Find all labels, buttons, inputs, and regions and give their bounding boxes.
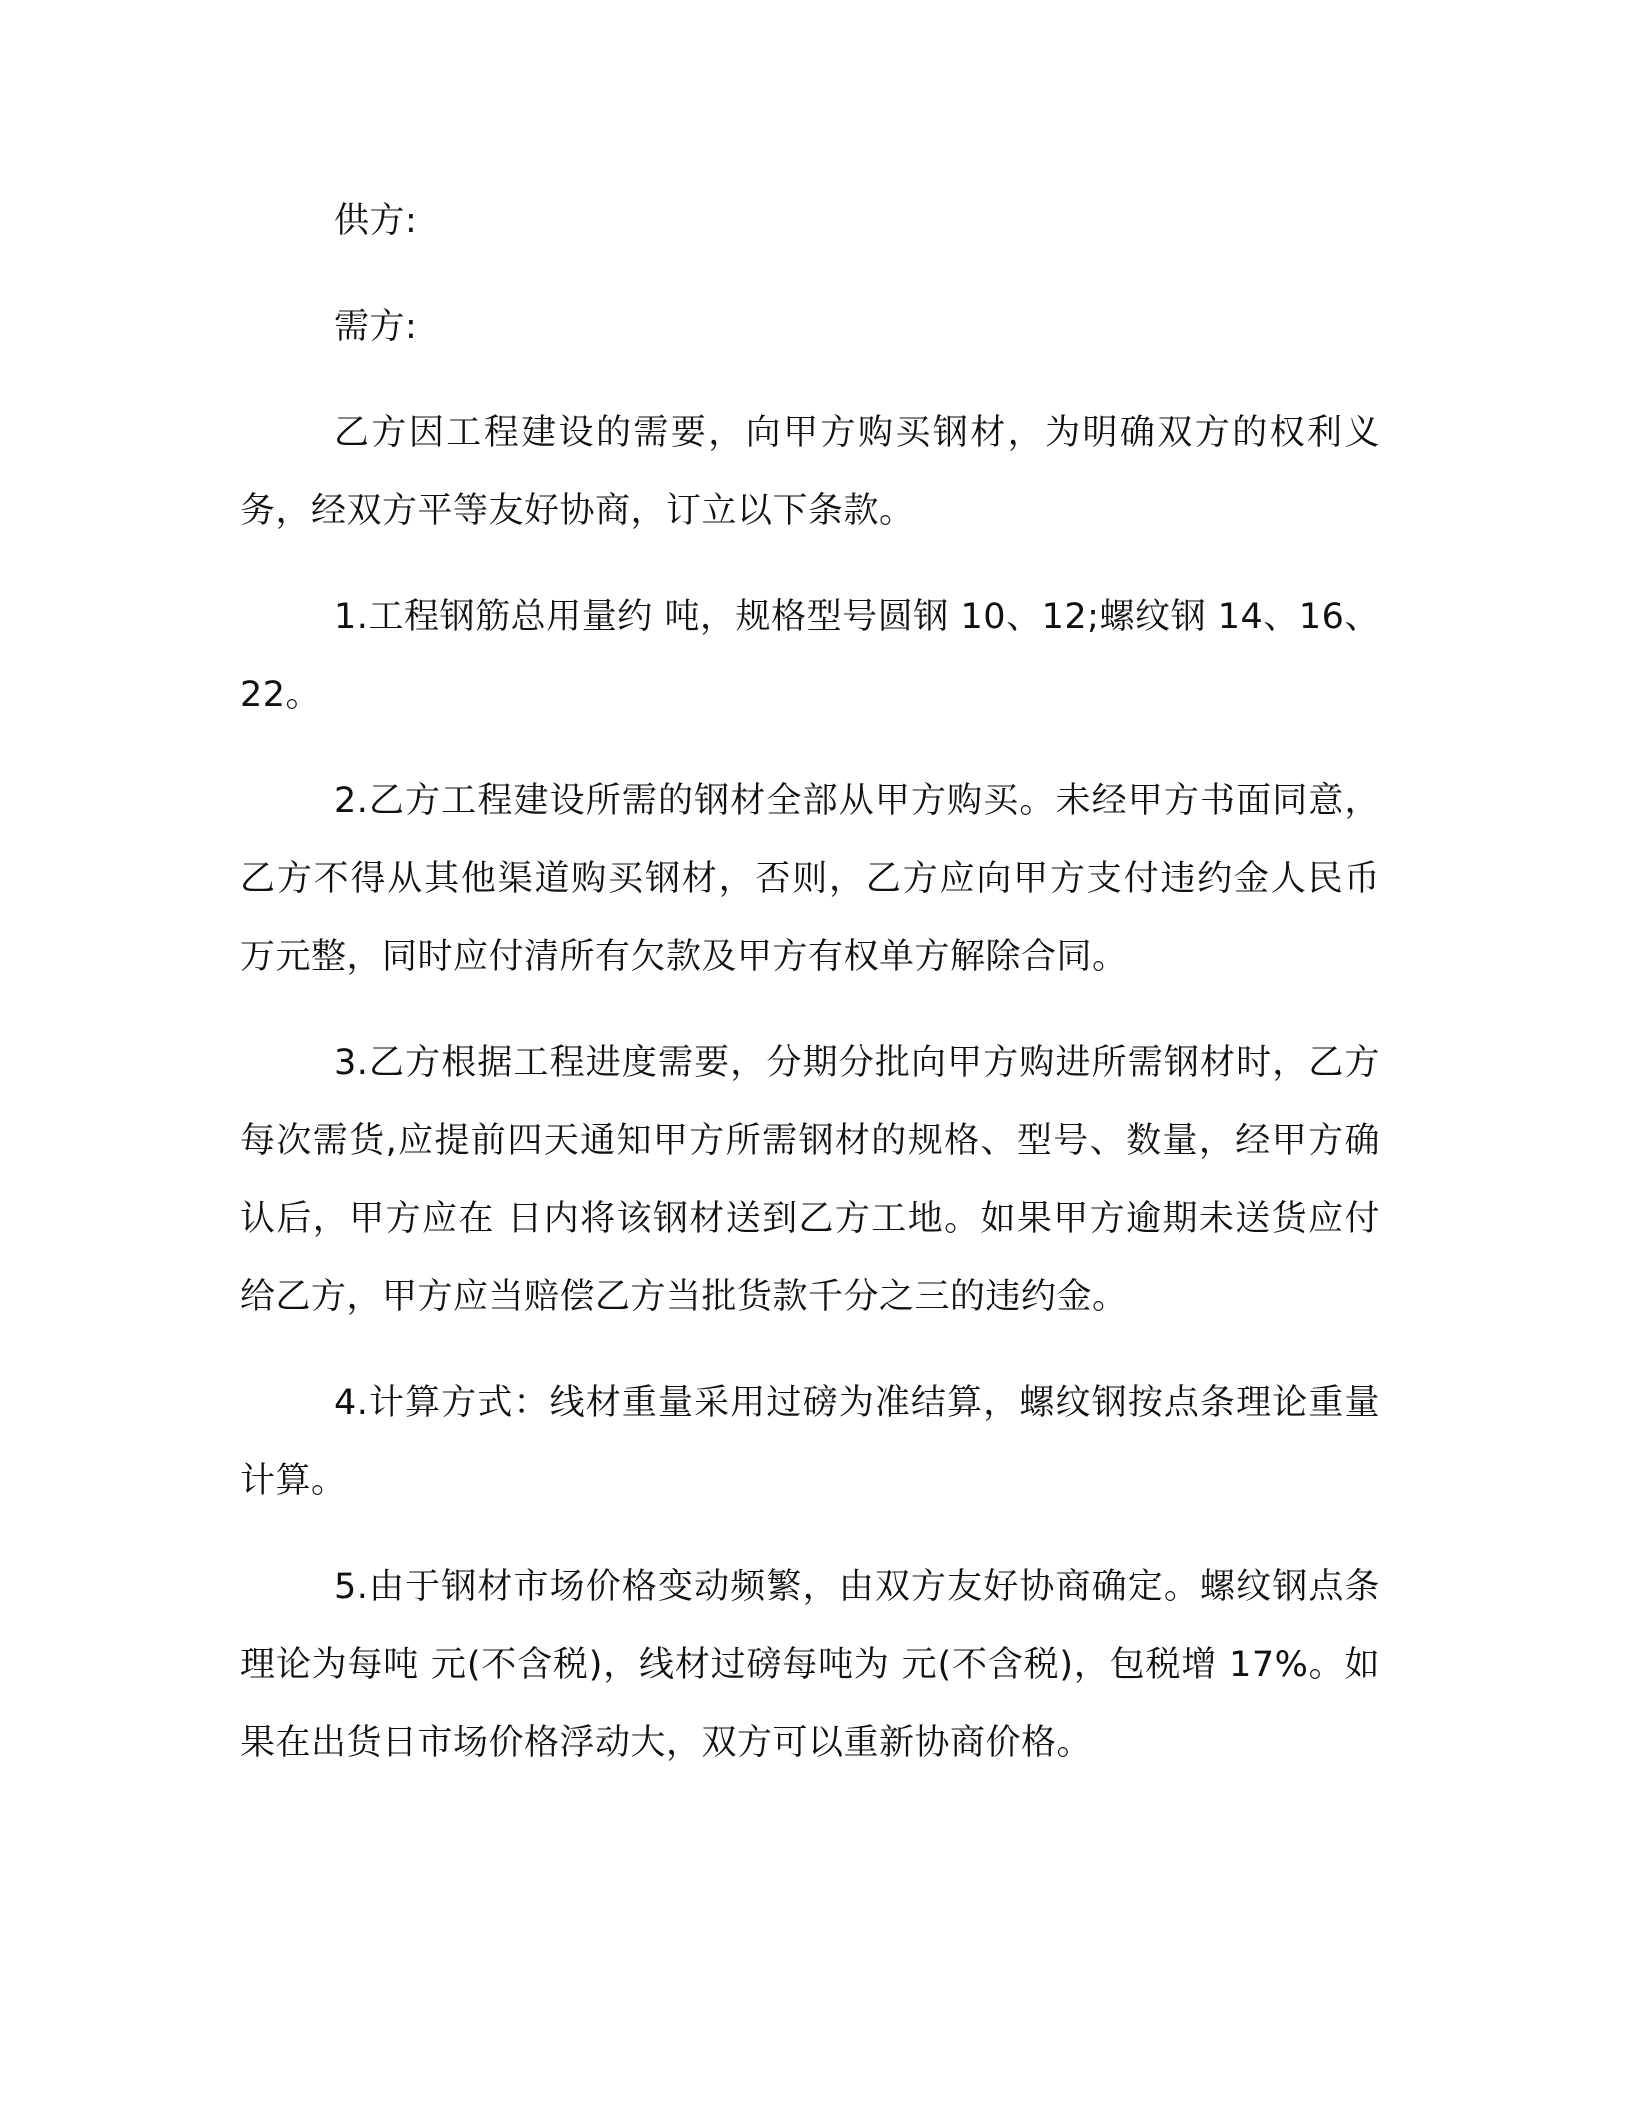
buyer-label: 需方:	[334, 307, 418, 347]
clause-5: 5.由于钢材市场价格变动频繁，由双方友好协商确定。螺纹钢点条理论为每吨 元(不含税)，线材过磅每吨为 元(不含税)，包税增 17%。如果在出货日市场价格浮动大，双方可以重新协商价格。	[240, 1567, 1380, 1763]
paragraph-intro: 乙方因工程建设的需要，向甲方购买钢材，为明确双方的权利义务，经双方平等友好协商，订立以下条款。	[240, 413, 1380, 531]
clause-2: 2.乙方工程建设所需的钢材全部从甲方购买。未经甲方书面同意，乙方不得从其他渠道购买钢材，否则，乙方应向甲方支付违约金人民币 万元整，同时应付清所有欠款及甲方有权单方解除合同。	[240, 781, 1380, 977]
supplier-label: 供方:	[334, 201, 418, 241]
document-body	[240, 182, 1380, 1810]
clause-1: 1.工程钢筋总用量约 吨，规格型号圆钢 10、12;螺纹钢 14、16、22。	[240, 597, 1380, 715]
clause-4: 4.计算方式：线材重量采用过磅为准结算，螺纹钢按点条理论重量计算。	[240, 1383, 1380, 1501]
clause-3: 3.乙方根据工程进度需要，分期分批向甲方购进所需钢材时，乙方每次需货,应提前四天通知甲方所需钢材的规格、型号、数量，经甲方确认后，甲方应在 日内将该钢材送到乙方工地。如果甲方逾期未送货应付给乙方，甲方应当赔偿乙方当批货款千分之三的违约金。	[240, 1043, 1380, 1317]
